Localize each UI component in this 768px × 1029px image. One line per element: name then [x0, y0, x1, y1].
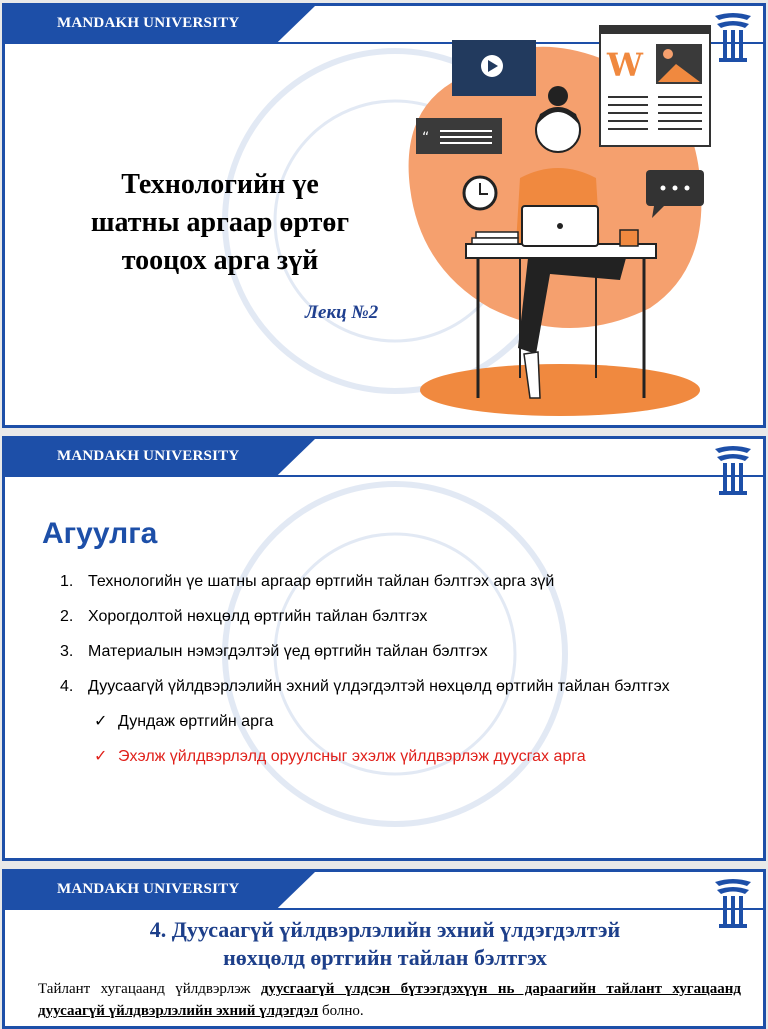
item-number: 1. [60, 573, 74, 590]
document-letter: W [607, 46, 643, 84]
list-item [60, 606, 670, 641]
para-end: болно. [318, 1003, 364, 1019]
contents-heading: Агуулга [42, 517, 158, 550]
heading-line-2: нөхцөлд өртгийн тайлан бэлтгэх [223, 945, 547, 970]
lecture-number: Лекц №2 [305, 302, 379, 323]
item-text: Материалын нэмэгдэлтэй үед өртгийн тайлан бэлтгэх [88, 643, 488, 660]
heading-line-1: 4. Дуусаагүй үйлдвэрлэлийн эхний үлдэгдэлтэй [149, 917, 621, 942]
section-heading [5, 916, 765, 972]
university-name: MANDAKH UNIVERSITY [57, 448, 240, 464]
title-line-2: шатны аргаар өртөг [90, 207, 350, 238]
sub-item-text: Дундаж өртгийн арга [118, 713, 274, 730]
item-text: Дуусаагүй үйлдвэрлэлийн эхний үлдэгдэлтэй нөхцөлд өртгийн тайлан бэлтгэх [88, 678, 670, 695]
university-logo-icon [709, 443, 757, 499]
slide-2 [2, 436, 766, 861]
sub-item-fifo [60, 746, 670, 781]
definition-paragraph [38, 978, 741, 1022]
check-icon: ✓ [94, 748, 108, 765]
svg-text:“: “ [422, 130, 430, 146]
list-item [60, 641, 670, 676]
item-number: 3. [60, 643, 74, 660]
sub-item-text: Эхэлж үйлдвэрлэлд оруулсныг эхэлж үйлдвэрлэж дуусгах арга [118, 748, 586, 765]
slide-3 [2, 869, 766, 1029]
lecture-title [60, 166, 380, 280]
check-icon: ✓ [94, 713, 108, 730]
para-start: Тайлант хугацаанд үйлдвэрлэж [38, 981, 261, 997]
item-number: 4. [60, 678, 74, 695]
student-laptop-illustration [400, 18, 725, 418]
item-text: Хорогдолтой нөхцөлд өртгийн тайлан бэлтгэх [88, 608, 428, 625]
title-line-1: Технологийн үе [121, 169, 319, 200]
slide-1 [2, 3, 766, 428]
item-number: 2. [60, 608, 74, 625]
university-name: MANDAKH UNIVERSITY [57, 15, 240, 31]
contents-list [60, 571, 670, 781]
title-line-3: тооцох арга зүй [121, 245, 319, 276]
sub-item-average-cost [60, 711, 670, 746]
para-emphasis: дуусгаагүй үлдсэн бүтээгдэхүүн нь дараагийн тайлант хугацаанд дуусаагүй үйлдвэрлэлийн эхний үлдэгдэл [38, 981, 741, 1019]
item-text: Технологийн үе шатны аргаар өртгийн тайлан бэлтгэх арга зүй [88, 573, 555, 590]
header-line [5, 908, 763, 910]
university-name: MANDAKH UNIVERSITY [57, 881, 240, 897]
list-item [60, 571, 670, 606]
list-item [60, 676, 670, 711]
